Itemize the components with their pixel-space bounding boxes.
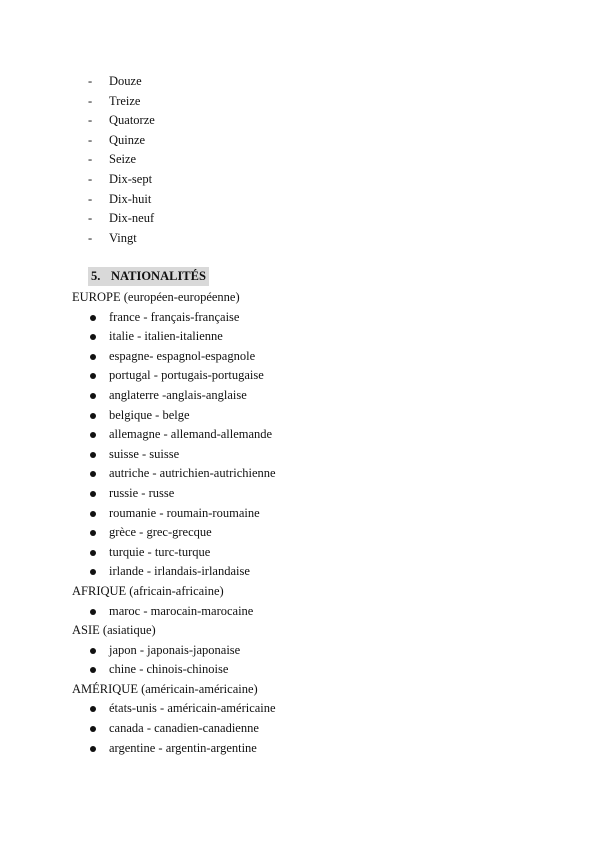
bullet-icon (90, 706, 96, 712)
dash-marker: - (88, 171, 93, 186)
list-item (88, 131, 155, 151)
country-entry: états-unis - américain-américaine (109, 701, 276, 716)
country-entry: roumanie - roumain-roumaine (109, 505, 260, 520)
list-item (72, 739, 276, 759)
bullet-icon (90, 315, 96, 321)
country-entry: russie - russe (109, 485, 175, 500)
asia-list (72, 641, 276, 680)
country-entry: grèce - grec-grecque (109, 525, 212, 540)
number-word: Treize (109, 93, 141, 108)
bullet-icon (90, 334, 96, 340)
list-item (72, 660, 276, 680)
list-item (88, 111, 155, 131)
number-word: Seize (109, 152, 137, 167)
bullet-icon (90, 550, 96, 556)
list-item (72, 523, 276, 543)
country-entry: turquie - turc-turque (109, 544, 211, 559)
bullet-icon (90, 452, 96, 458)
bullet-icon (90, 373, 96, 379)
list-item (88, 190, 155, 210)
list-item (72, 366, 276, 386)
bullet-icon (90, 471, 96, 477)
list-item (72, 347, 276, 367)
country-entry: belgique - belge (109, 407, 190, 422)
country-entry: portugal - portugais-portugaise (109, 368, 264, 383)
list-item (88, 72, 155, 92)
list-item (72, 719, 276, 739)
list-item (72, 543, 276, 563)
bullet-icon (90, 491, 96, 497)
list-item (72, 327, 276, 347)
region-asia: ASIE (asiatique) (72, 623, 156, 638)
country-entry: chine - chinois-chinoise (109, 662, 229, 677)
country-entry: anglaterre -anglais-anglaise (109, 387, 247, 402)
region-america: AMÉRIQUE (américain-américaine) (72, 681, 258, 696)
bullet-icon (90, 609, 96, 615)
dash-marker: - (88, 93, 93, 108)
country-entry: japon - japonais-japonaise (109, 642, 241, 657)
list-item (88, 170, 155, 190)
country-entry: france - français-française (109, 309, 240, 324)
bullet-icon (90, 667, 96, 673)
dash-marker: - (88, 211, 93, 226)
list-item (72, 699, 276, 719)
list-item (72, 464, 276, 484)
dash-marker: - (88, 74, 93, 88)
europe-list (72, 308, 276, 582)
dash-marker: - (88, 191, 93, 206)
bullet-icon (90, 413, 96, 419)
dash-marker: - (88, 152, 93, 167)
number-word: Quinze (109, 132, 146, 147)
number-word-list (88, 72, 155, 248)
country-entry: allemagne - allemand-allemande (109, 427, 273, 442)
bullet-icon (90, 393, 96, 399)
number-word: Vingt (109, 230, 137, 245)
list-item (72, 386, 276, 406)
bullet-icon (90, 530, 96, 536)
list-item (72, 641, 276, 661)
country-entry: canada - canadien-canadienne (109, 721, 259, 736)
section-number: 5. (91, 269, 101, 283)
region-europe: EUROPE (européen-européenne) (72, 290, 240, 304)
country-entry: argentine - argentin-argentine (109, 740, 257, 755)
bullet-icon (90, 432, 96, 438)
region-africa: AFRIQUE (africain-africaine) (72, 583, 224, 598)
number-word: Dix-neuf (109, 211, 155, 226)
list-item (72, 406, 276, 426)
country-entry: autriche - autrichien-autrichienne (109, 466, 276, 481)
list-item (88, 150, 155, 170)
africa-list (72, 602, 276, 622)
dash-marker: - (88, 230, 93, 245)
country-entry: italie - italien-italienne (109, 329, 223, 344)
bullet-icon (90, 746, 96, 752)
number-word: Dix-huit (109, 191, 152, 206)
country-entry: suisse - suisse (109, 446, 180, 461)
country-entry: maroc - marocain-marocaine (109, 603, 254, 618)
country-entry: espagne- espagnol-espagnole (109, 348, 256, 363)
country-entry: irlande - irlandais-irlandaise (109, 564, 250, 579)
number-word: Dix-sept (109, 171, 153, 186)
dash-marker: - (88, 113, 93, 128)
nationalities-list (72, 288, 276, 758)
list-item (72, 504, 276, 524)
section-heading (88, 267, 209, 286)
list-item (88, 92, 155, 112)
list-item (72, 562, 276, 582)
list-item (72, 425, 276, 445)
bullet-icon (90, 648, 96, 654)
bullet-icon (90, 354, 96, 360)
list-item (88, 209, 155, 229)
list-item (88, 229, 155, 249)
list-item (72, 602, 276, 622)
bullet-icon (90, 726, 96, 732)
bullet-icon (90, 511, 96, 517)
dash-marker: - (88, 132, 93, 147)
section-title: NATIONALITÉS (111, 269, 206, 283)
america-list (72, 699, 276, 758)
number-word: Douze (109, 74, 142, 88)
bullet-icon (90, 569, 96, 575)
list-item (72, 308, 276, 328)
list-item (72, 484, 276, 504)
list-item (72, 445, 276, 465)
number-word: Quatorze (109, 113, 155, 128)
